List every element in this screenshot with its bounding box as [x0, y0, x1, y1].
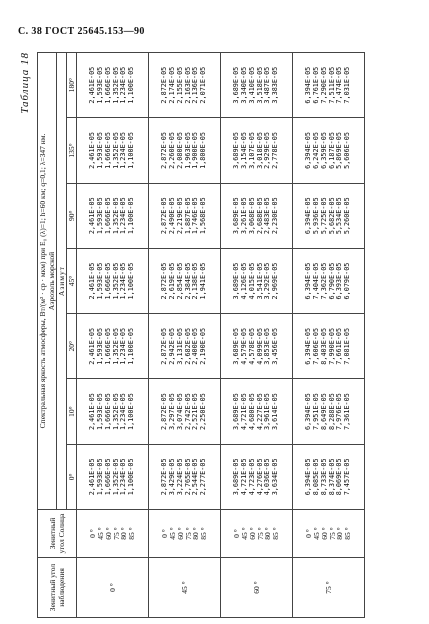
value: 5,534E-05 [335, 197, 344, 235]
table-row [221, 53, 293, 618]
value: 2,872E-05 [160, 132, 169, 169]
value: 1,352E-05 [111, 66, 120, 104]
value-cell [77, 444, 149, 509]
value: 1,234E-05 [119, 197, 128, 235]
value: 7,457E-05 [343, 458, 352, 496]
value: 7,474E-05 [335, 66, 344, 104]
value: 1,666E-05 [103, 197, 112, 235]
sun-angle: 45 ° [95, 527, 105, 540]
value: 7,606E-05 [311, 327, 320, 365]
value: 2,483E-05 [263, 197, 272, 235]
table-body [77, 53, 365, 618]
value: 4,721E-05 [239, 458, 248, 496]
value: 1,352E-05 [111, 458, 120, 496]
value: 1,593E-05 [95, 197, 104, 235]
sun-angle: 0 ° [304, 529, 314, 538]
value: 1,800E-05 [199, 132, 208, 169]
value-cell [293, 379, 365, 444]
sun-angle: 60 ° [175, 527, 185, 540]
value: 2,742E-05 [183, 393, 192, 430]
sun-angle: 75 ° [255, 527, 265, 540]
value: 3,614E-05 [271, 393, 280, 430]
value: 2,250E-05 [199, 393, 208, 430]
value: 3,487E-05 [263, 66, 272, 104]
value: 2,854E-05 [175, 262, 184, 300]
value: 2,461E-05 [88, 327, 97, 365]
value: 2,071E-05 [199, 66, 208, 104]
value: 3,689E-05 [232, 66, 241, 104]
value: 7,362E-05 [319, 262, 328, 300]
value: 4,227E-05 [255, 393, 264, 430]
value: 1,666E-05 [103, 393, 112, 430]
zenith-obs-cell: 0 ° [77, 558, 149, 618]
value: 5,682E-05 [327, 197, 336, 235]
value: 6,394E-05 [304, 393, 313, 430]
value: 3,068E-05 [247, 197, 256, 235]
sun-angle: 75 ° [183, 527, 193, 540]
value: 3,018E-05 [255, 132, 264, 169]
value: 5,260E-05 [343, 197, 352, 235]
value: 6,394E-05 [304, 458, 313, 496]
value: 7,511E-05 [327, 66, 336, 104]
table-number: Таблица 18 [19, 52, 31, 114]
value: 2,521E-05 [191, 393, 200, 430]
azimuth-angle: 90° [67, 183, 77, 248]
azimuth-angle: 180° [67, 53, 77, 118]
table-row [149, 53, 221, 618]
value-cell [149, 53, 221, 118]
value: 6,394E-05 [304, 197, 313, 235]
value: 4,680E-05 [247, 393, 256, 430]
value: 1,100E-05 [127, 66, 136, 104]
value: 1,593E-05 [95, 66, 104, 104]
value: 7,951E-05 [311, 393, 320, 430]
value: 2,190E-05 [199, 327, 208, 365]
value: 6,394E-05 [304, 262, 313, 300]
azimuth-header: Азимут [57, 53, 67, 510]
value: 1,234E-05 [119, 262, 128, 300]
zenith-obs-cell: 45 ° [149, 558, 221, 618]
value: 3,261E-05 [239, 197, 248, 235]
value: 3,689E-05 [232, 327, 241, 365]
luminance-table [37, 52, 365, 618]
sun-angle: 80 ° [335, 527, 345, 540]
sun-angle: 85 ° [127, 527, 137, 540]
value: 1,666E-05 [103, 327, 112, 365]
value: 2,461E-05 [88, 66, 97, 104]
value: 8,069E-05 [335, 458, 344, 496]
value: 8,085E-05 [311, 458, 320, 496]
value: 1,963E-05 [183, 132, 192, 169]
value: 2,461E-05 [88, 458, 97, 496]
value: 2,872E-05 [160, 66, 169, 104]
value: 4,015E-05 [247, 262, 256, 300]
value-cell [149, 183, 221, 248]
zenith-sun-cell [293, 510, 365, 558]
value-cell [77, 53, 149, 118]
value-cell [293, 314, 365, 379]
value: 2,544E-05 [191, 458, 200, 496]
value: 1,352E-05 [111, 393, 120, 430]
value: 3,429E-05 [167, 458, 176, 496]
value: 2,872E-05 [160, 327, 169, 365]
value: 2,942E-05 [167, 327, 176, 365]
value: 1,100E-05 [127, 132, 136, 169]
value: 1,100E-05 [127, 197, 136, 235]
value-cell [221, 314, 293, 379]
value: 2,461E-05 [88, 393, 97, 430]
value: 7,404E-05 [311, 262, 320, 300]
value: 3,689E-05 [232, 132, 241, 169]
sun-angle: 45 ° [167, 527, 177, 540]
value: 2,219E-05 [175, 197, 184, 235]
value: 1,666E-05 [103, 66, 112, 104]
value: 3,541E-05 [255, 262, 264, 300]
value: 5,725E-05 [319, 197, 328, 235]
value: 7,661E-05 [335, 327, 344, 365]
azimuth-angle: 0° [67, 444, 77, 509]
value: 7,361E-05 [343, 393, 352, 430]
value: 2,682E-05 [183, 327, 192, 365]
value: 3,074E-05 [175, 393, 184, 430]
value: 1,234E-05 [119, 327, 128, 365]
value-cell [149, 118, 221, 183]
caption-line-2: Аэрозоль морской [47, 251, 56, 311]
sun-angle: 60 ° [247, 527, 257, 540]
value: 3,107E-05 [247, 132, 256, 169]
value: 2,929E-05 [263, 132, 272, 169]
value-cell [221, 444, 293, 509]
value: 2,778E-05 [271, 132, 280, 169]
azimuth-angle: 20° [67, 314, 77, 379]
value: 2,872E-05 [160, 458, 169, 496]
value: 1,352E-05 [111, 262, 120, 300]
value: 2,230E-05 [271, 197, 280, 235]
value: 7,990E-05 [327, 327, 336, 365]
value: 2,969E-05 [271, 262, 280, 300]
value: 1,100E-05 [127, 393, 136, 430]
value: 3,853E-05 [263, 327, 272, 365]
sun-angle: 45 ° [239, 527, 249, 540]
azimuth-angle: 10° [67, 379, 77, 444]
value: 3,154E-05 [239, 132, 248, 169]
azimuth-angle: 45° [67, 248, 77, 313]
zenith-obs-cell: 75 ° [293, 558, 365, 618]
sun-angle: 0 ° [232, 529, 242, 538]
page-header: С. 38 ГОСТ 25645.153—90 [18, 26, 145, 37]
sun-angle: 60 ° [319, 527, 329, 540]
value-cell [293, 118, 365, 183]
value: 6,394E-05 [304, 66, 313, 104]
value: 3,383E-05 [271, 66, 280, 104]
value: 2,688E-05 [255, 197, 264, 235]
value: 1,234E-05 [119, 132, 128, 169]
value: 1,941E-05 [199, 262, 208, 300]
value: 3,689E-05 [232, 458, 241, 496]
value: 1,593E-05 [95, 327, 104, 365]
value: 4,579E-05 [239, 327, 248, 365]
value: 7,976E-05 [335, 393, 344, 430]
value: 1,593E-05 [95, 458, 104, 496]
table-row [77, 53, 149, 618]
value: 6,242E-05 [311, 132, 320, 169]
sun-angle: 45 ° [311, 527, 321, 540]
sun-angle: 85 ° [271, 527, 281, 540]
value: 2,619E-05 [167, 262, 176, 300]
value-cell [221, 248, 293, 313]
value: 6,394E-05 [304, 132, 313, 169]
value: 1,100E-05 [127, 262, 136, 300]
value: 5,869E-05 [335, 132, 344, 169]
value: 2,174E-05 [167, 66, 176, 104]
sun-angle: 80 ° [263, 527, 273, 540]
value: 2,490E-05 [167, 197, 176, 235]
value: 3,297E-05 [167, 393, 176, 430]
value: 3,689E-05 [232, 262, 241, 300]
azimuth-angle: 135° [67, 118, 77, 183]
value: 6,790E-05 [327, 262, 336, 300]
value: 6,359E-05 [319, 132, 328, 169]
value: 7,031E-05 [343, 66, 352, 104]
value: 1,666E-05 [103, 458, 112, 496]
value: 2,384E-05 [183, 262, 192, 300]
value-cell [77, 183, 149, 248]
value: 2,872E-05 [160, 393, 169, 430]
value: 8,374E-05 [327, 458, 336, 496]
value: 3,689E-05 [232, 393, 241, 430]
value: 3,292E-05 [263, 262, 272, 300]
value-cell [293, 444, 365, 509]
value-cell [221, 53, 293, 118]
value: 3,689E-05 [232, 197, 241, 235]
value: 2,277E-05 [199, 458, 208, 496]
value: 4,721E-05 [239, 393, 248, 430]
value: 2,461E-05 [88, 262, 97, 300]
sun-angle: 80 ° [191, 527, 201, 540]
value: 3,410E-05 [247, 66, 256, 104]
value: 1,234E-05 [119, 393, 128, 430]
value: 2,163E-05 [183, 66, 192, 104]
value: 2,872E-05 [160, 262, 169, 300]
value-cell [221, 118, 293, 183]
sun-angle: 80 ° [119, 527, 129, 540]
value: 3,456E-05 [271, 327, 280, 365]
value-cell [149, 379, 221, 444]
value: 1,593E-05 [95, 393, 104, 430]
value-cell [77, 118, 149, 183]
value: 1,568E-05 [199, 197, 208, 235]
rotated-content [17, 48, 415, 624]
value: 3,634E-05 [271, 458, 280, 496]
value: 5,606E-05 [343, 132, 352, 169]
zenith-obs-cell: 60 ° [221, 558, 293, 618]
sun-angle: 75 ° [111, 527, 121, 540]
value: 6,393E-05 [335, 262, 344, 300]
value: 1,666E-05 [103, 132, 112, 169]
value: 1,593E-05 [95, 132, 104, 169]
caption-line-1: Спектральная яркость атмосферы, Вт/(м² · ср · мкм) при E₀ (λ)=1; h=60 км; q=0,1; λ=347 нм. [38, 133, 47, 429]
value: 1,352E-05 [111, 327, 120, 365]
value: 2,765E-05 [183, 458, 192, 496]
table-caption [38, 53, 57, 510]
value-cell [293, 248, 365, 313]
value: 8,649E-05 [319, 393, 328, 430]
value-cell [221, 379, 293, 444]
value-cell [149, 314, 221, 379]
value-cell [149, 248, 221, 313]
value: 6,187E-05 [327, 132, 336, 169]
value: 4,723E-05 [247, 458, 256, 496]
value: 8,403E-05 [319, 327, 328, 365]
zenith-sun-cell [221, 510, 293, 558]
value: 7,290E-05 [319, 66, 328, 104]
value: 2,136E-05 [191, 66, 200, 104]
value: 1,666E-05 [103, 262, 112, 300]
value: 3,961E-05 [263, 393, 272, 430]
value: 2,080E-05 [175, 132, 184, 169]
value: 2,872E-05 [160, 197, 169, 235]
value-cell [77, 379, 149, 444]
value: 8,733E-05 [319, 458, 328, 496]
value-cell [77, 314, 149, 379]
rotated-page [17, 48, 415, 624]
value: 1,100E-05 [127, 458, 136, 496]
value: 4,126E-05 [239, 262, 248, 300]
value: 4,578E-05 [247, 327, 256, 365]
value: 8,288E-05 [327, 393, 336, 430]
value: 4,099E-05 [255, 327, 264, 365]
value-cell [293, 183, 365, 248]
sun-angle: 60 ° [103, 527, 113, 540]
value: 2,461E-05 [88, 197, 97, 235]
col-header-zenith-obs: Зенитный угол наблюдения [38, 558, 77, 618]
value: 1,746E-05 [191, 197, 200, 235]
value: 6,394E-05 [304, 327, 313, 365]
value: 2,260E-05 [167, 132, 176, 169]
value: 1,234E-05 [119, 458, 128, 496]
value: 2,155E-05 [175, 66, 184, 104]
value: 1,234E-05 [119, 66, 128, 104]
value: 1,352E-05 [111, 197, 120, 235]
sun-angle: 75 ° [327, 527, 337, 540]
value: 6,079E-05 [343, 262, 352, 300]
sun-angle: 0 ° [88, 529, 98, 538]
value: 1,900E-05 [191, 132, 200, 169]
table-row [293, 53, 365, 618]
sun-angle: 0 ° [160, 529, 170, 538]
value-cell [293, 53, 365, 118]
sun-angle: 85 ° [199, 527, 209, 540]
value: 2,461E-05 [88, 132, 97, 169]
value: 3,131E-05 [175, 327, 184, 365]
sun-angle: 85 ° [343, 527, 353, 540]
value: 3,518E-05 [255, 66, 264, 104]
value-cell [77, 248, 149, 313]
value: 5,936E-05 [311, 197, 320, 235]
value: 1,100E-05 [127, 327, 136, 365]
value: 1,887E-05 [183, 197, 192, 235]
value: 2,138E-05 [191, 262, 200, 300]
zenith-sun-cell [149, 510, 221, 558]
value: 3,340E-05 [239, 66, 248, 104]
value-cell [149, 444, 221, 509]
value: 1,352E-05 [111, 132, 120, 169]
value: 4,276E-05 [255, 458, 264, 496]
value: 3,224E-05 [175, 458, 184, 496]
value: 7,081E-05 [343, 327, 352, 365]
value: 1,593E-05 [95, 262, 104, 300]
col-header-zenith-sun: Зенитный угол Солнца [38, 510, 77, 558]
value: 2,400E-05 [191, 327, 200, 365]
value: 4,036E-05 [263, 458, 272, 496]
zenith-sun-cell [77, 510, 149, 558]
value: 6,761E-05 [311, 66, 320, 104]
value-cell [221, 183, 293, 248]
